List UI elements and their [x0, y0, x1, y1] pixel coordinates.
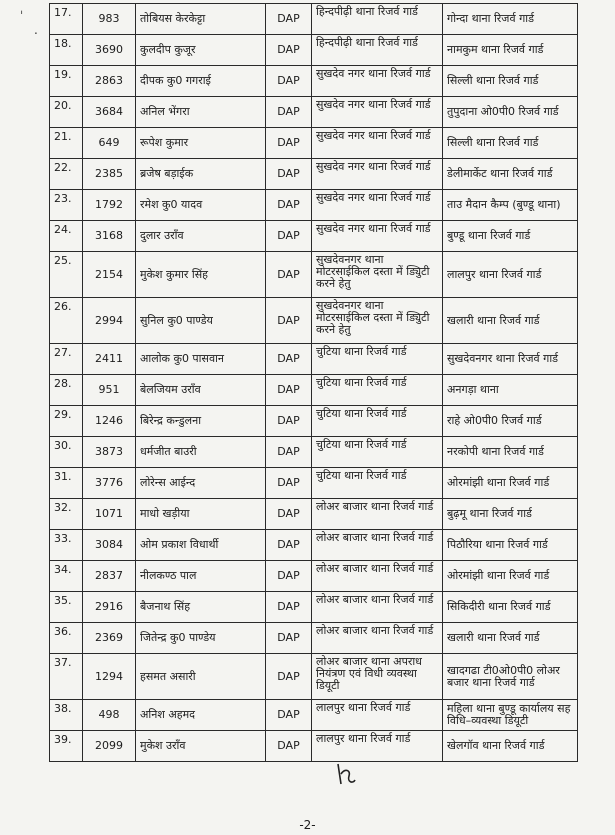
table-row — [50, 190, 578, 221]
table-row — [50, 406, 578, 437]
serial-number-cell: 27. — [50, 344, 83, 375]
new-posting-cell: खादगढा टी0ओ0पी0 लोअर बजार थाना रिजर्व गार्ड — [443, 654, 578, 700]
constable-name-cell: ब्रजेष बड़ाईक — [136, 159, 266, 190]
constable-name-cell: दीपक कु0 गगराई — [136, 66, 266, 97]
badge-number-cell: 2154 — [83, 252, 136, 298]
serial-number-cell: 19. — [50, 66, 83, 97]
constable-name-cell: धर्मजीत बाउरी — [136, 437, 266, 468]
serial-number-cell: 31. — [50, 468, 83, 499]
badge-number-cell: 649 — [83, 128, 136, 159]
scan-edge-marks — [0, 0, 48, 835]
signature-mark — [335, 762, 357, 788]
current-posting-cell: चुटिया थाना रिजर्व गार्ड — [312, 437, 443, 468]
badge-number-cell: 2385 — [83, 159, 136, 190]
table-row — [50, 592, 578, 623]
new-posting-cell: ओरमांझी थाना रिजर्व गार्ड — [443, 561, 578, 592]
serial-number-cell: 33. — [50, 530, 83, 561]
unit-cell: DAP — [266, 468, 312, 499]
unit-cell: DAP — [266, 128, 312, 159]
transfer-table-body — [50, 4, 578, 762]
new-posting-cell: ताउ मैदान कैम्प (बुण्डू थाना) — [443, 190, 578, 221]
table-row — [50, 437, 578, 468]
new-posting-cell: सुखदेवनगर थाना रिजर्व गार्ड — [443, 344, 578, 375]
badge-number-cell: 2863 — [83, 66, 136, 97]
badge-number-cell: 3084 — [83, 530, 136, 561]
table-row — [50, 66, 578, 97]
unit-cell: DAP — [266, 35, 312, 66]
unit-cell: DAP — [266, 344, 312, 375]
current-posting-cell: सुखदेव नगर थाना रिजर्व गार्ड — [312, 221, 443, 252]
constable-name-cell: मुकेश कुमार सिंह — [136, 252, 266, 298]
unit-cell: DAP — [266, 592, 312, 623]
table-row — [50, 654, 578, 700]
table-row — [50, 97, 578, 128]
serial-number-cell: 30. — [50, 437, 83, 468]
table-row — [50, 298, 578, 344]
constable-name-cell: दुलार उराँव — [136, 221, 266, 252]
unit-cell: DAP — [266, 437, 312, 468]
unit-cell: DAP — [266, 375, 312, 406]
serial-number-cell: 37. — [50, 654, 83, 700]
new-posting-cell: तुपुदाना ओ0पी0 रिजर्व गार्ड — [443, 97, 578, 128]
current-posting-cell: लोअर बाजार थाना रिजर्व गार्ड — [312, 530, 443, 561]
unit-cell: DAP — [266, 221, 312, 252]
serial-number-cell: 25. — [50, 252, 83, 298]
serial-number-cell: 23. — [50, 190, 83, 221]
badge-number-cell: 2411 — [83, 344, 136, 375]
transfer-table — [49, 3, 578, 762]
new-posting-cell: खलारी थाना रिजर्व गार्ड — [443, 623, 578, 654]
constable-name-cell: ओम प्रकाश विधार्थी — [136, 530, 266, 561]
constable-name-cell: नीलकण्ठ पाल — [136, 561, 266, 592]
badge-number-cell: 3684 — [83, 97, 136, 128]
unit-cell: DAP — [266, 654, 312, 700]
table-row — [50, 731, 578, 762]
constable-name-cell: तोबियस केरकेट्टा — [136, 4, 266, 35]
new-posting-cell: नरकोपी थाना रिजर्व गार्ड — [443, 437, 578, 468]
badge-number-cell: 2837 — [83, 561, 136, 592]
constable-name-cell: लोरेन्स आईन्द — [136, 468, 266, 499]
new-posting-cell: खेलगॉव थाना रिजर्व गार्ड — [443, 731, 578, 762]
serial-number-cell: 35. — [50, 592, 83, 623]
unit-cell: DAP — [266, 731, 312, 762]
table-row — [50, 35, 578, 66]
current-posting-cell: सुखदेव नगर थाना रिजर्व गार्ड — [312, 190, 443, 221]
unit-cell: DAP — [266, 530, 312, 561]
badge-number-cell: 3873 — [83, 437, 136, 468]
badge-number-cell: 1246 — [83, 406, 136, 437]
edge-tick-mark: ˈ — [20, 9, 24, 23]
badge-number-cell: 1792 — [83, 190, 136, 221]
serial-number-cell: 34. — [50, 561, 83, 592]
serial-number-cell: 28. — [50, 375, 83, 406]
serial-number-cell: 24. — [50, 221, 83, 252]
current-posting-cell: सुखदेवनगर थाना मोटरसाईकिल दस्ता में ड्यिुटी करने हेतु — [312, 298, 443, 344]
new-posting-cell: बुढ़मू थाना रिजर्व गार्ड — [443, 499, 578, 530]
badge-number-cell: 498 — [83, 700, 136, 731]
table-row — [50, 4, 578, 35]
table-row — [50, 252, 578, 298]
badge-number-cell: 1071 — [83, 499, 136, 530]
new-posting-cell: अनगड़ा थाना — [443, 375, 578, 406]
badge-number-cell: 3690 — [83, 35, 136, 66]
constable-name-cell: बिरेन्द्र कन्डुलना — [136, 406, 266, 437]
serial-number-cell: 29. — [50, 406, 83, 437]
unit-cell: DAP — [266, 700, 312, 731]
serial-number-cell: 18. — [50, 35, 83, 66]
current-posting-cell: सुखदेव नगर थाना रिजर्व गार्ड — [312, 97, 443, 128]
table-row — [50, 623, 578, 654]
current-posting-cell: सुखदेव नगर थाना रिजर्व गार्ड — [312, 128, 443, 159]
table-row — [50, 344, 578, 375]
current-posting-cell: लोअर बाजार थाना रिजर्व गार्ड — [312, 561, 443, 592]
current-posting-cell: हिन्दपीढ़ी थाना रिजर्व गार्ड — [312, 4, 443, 35]
unit-cell: DAP — [266, 298, 312, 344]
table-row — [50, 375, 578, 406]
unit-cell: DAP — [266, 190, 312, 221]
unit-cell: DAP — [266, 406, 312, 437]
new-posting-cell: राहे ओ0पी0 रिजर्व गार्ड — [443, 406, 578, 437]
serial-number-cell: 39. — [50, 731, 83, 762]
constable-name-cell: बैजनाथ सिंह — [136, 592, 266, 623]
current-posting-cell: लोअर बाजार थाना रिजर्व गार्ड — [312, 592, 443, 623]
table-row — [50, 561, 578, 592]
badge-number-cell: 2369 — [83, 623, 136, 654]
constable-name-cell: रमेश कु0 यादव — [136, 190, 266, 221]
badge-number-cell: 2916 — [83, 592, 136, 623]
constable-name-cell: आलोक कु0 पासवान — [136, 344, 266, 375]
current-posting-cell: लोअर बाजार थाना अपराध नियंत्रण एवं विधी व्यवस्था डियूटी — [312, 654, 443, 700]
serial-number-cell: 32. — [50, 499, 83, 530]
new-posting-cell: सिकिदीरी थाना रिजर्व गार्ड — [443, 592, 578, 623]
new-posting-cell: पिठौरिया थाना रिजर्व गार्ड — [443, 530, 578, 561]
new-posting-cell: बुण्डू थाना रिजर्व गार्ड — [443, 221, 578, 252]
current-posting-cell: हिन्दपीढ़ी थाना रिजर्व गार्ड — [312, 35, 443, 66]
serial-number-cell: 22. — [50, 159, 83, 190]
current-posting-cell: लालपुर थाना रिजर्व गार्ड — [312, 700, 443, 731]
serial-number-cell: 20. — [50, 97, 83, 128]
serial-number-cell: 26. — [50, 298, 83, 344]
constable-name-cell: सुनिल कु0 पाण्डेय — [136, 298, 266, 344]
table-row — [50, 700, 578, 731]
current-posting-cell: चुटिया थाना रिजर्व गार्ड — [312, 468, 443, 499]
constable-name-cell: अनिल भेंगरा — [136, 97, 266, 128]
badge-number-cell: 2994 — [83, 298, 136, 344]
unit-cell: DAP — [266, 561, 312, 592]
current-posting-cell: चुटिया थाना रिजर्व गार्ड — [312, 375, 443, 406]
serial-number-cell: 38. — [50, 700, 83, 731]
serial-number-cell: 17. — [50, 4, 83, 35]
unit-cell: DAP — [266, 499, 312, 530]
unit-cell: DAP — [266, 97, 312, 128]
page-number: -2- — [299, 818, 316, 832]
edge-tick-mark: . — [34, 23, 38, 37]
unit-cell: DAP — [266, 159, 312, 190]
constable-name-cell: अनिश अहमद — [136, 700, 266, 731]
serial-number-cell: 36. — [50, 623, 83, 654]
constable-name-cell: कुलदीप कुजूर — [136, 35, 266, 66]
badge-number-cell: 3776 — [83, 468, 136, 499]
badge-number-cell: 1294 — [83, 654, 136, 700]
table-row — [50, 128, 578, 159]
current-posting-cell: चुटिया थाना रिजर्व गार्ड — [312, 344, 443, 375]
current-posting-cell: लालपुर थाना रिजर्व गार्ड — [312, 731, 443, 762]
constable-name-cell: जितेन्द्र कु0 पाण्डेय — [136, 623, 266, 654]
table-row — [50, 499, 578, 530]
current-posting-cell: सुखदेव नगर थाना रिजर्व गार्ड — [312, 66, 443, 97]
current-posting-cell: सुखदेव नगर थाना रिजर्व गार्ड — [312, 159, 443, 190]
new-posting-cell: डेलीमार्केट थाना रिजर्व गार्ड — [443, 159, 578, 190]
badge-number-cell: 2099 — [83, 731, 136, 762]
unit-cell: DAP — [266, 252, 312, 298]
badge-number-cell: 951 — [83, 375, 136, 406]
table-row — [50, 530, 578, 561]
unit-cell: DAP — [266, 66, 312, 97]
unit-cell: DAP — [266, 623, 312, 654]
new-posting-cell: लालपुर थाना रिजर्व गार्ड — [443, 252, 578, 298]
new-posting-cell: सिल्ली थाना रिजर्व गार्ड — [443, 66, 578, 97]
new-posting-cell: खलारी थाना रिजर्व गार्ड — [443, 298, 578, 344]
current-posting-cell: चुटिया थाना रिजर्व गार्ड — [312, 406, 443, 437]
current-posting-cell: लोअर बाजार थाना रिजर्व गार्ड — [312, 623, 443, 654]
constable-name-cell: रूपेश कुमार — [136, 128, 266, 159]
constable-name-cell: बेलजियम उराँव — [136, 375, 266, 406]
current-posting-cell: लोअर बाजार थाना रिजर्व गार्ड — [312, 499, 443, 530]
badge-number-cell: 983 — [83, 4, 136, 35]
constable-name-cell: माधो खड़ीया — [136, 499, 266, 530]
unit-cell: DAP — [266, 4, 312, 35]
new-posting-cell: गोन्दा थाना रिजर्व गार्ड — [443, 4, 578, 35]
new-posting-cell: सिल्ली थाना रिजर्व गार्ड — [443, 128, 578, 159]
new-posting-cell: ओरमांझी थाना रिजर्व गार्ड — [443, 468, 578, 499]
table-row — [50, 221, 578, 252]
constable-name-cell: हसमत असारी — [136, 654, 266, 700]
new-posting-cell: महिला थाना बुण्डू कार्यालय सह विधि–व्यवस्था डियूटी — [443, 700, 578, 731]
serial-number-cell: 21. — [50, 128, 83, 159]
new-posting-cell: नामकुम थाना रिजर्व गार्ड — [443, 35, 578, 66]
badge-number-cell: 3168 — [83, 221, 136, 252]
current-posting-cell: सुखदेवनगर थाना मोटरसाईकिल दस्ता में ड्यिुटी करने हेतु — [312, 252, 443, 298]
constable-name-cell: मुकेश उराँव — [136, 731, 266, 762]
table-row — [50, 468, 578, 499]
table-row — [50, 159, 578, 190]
